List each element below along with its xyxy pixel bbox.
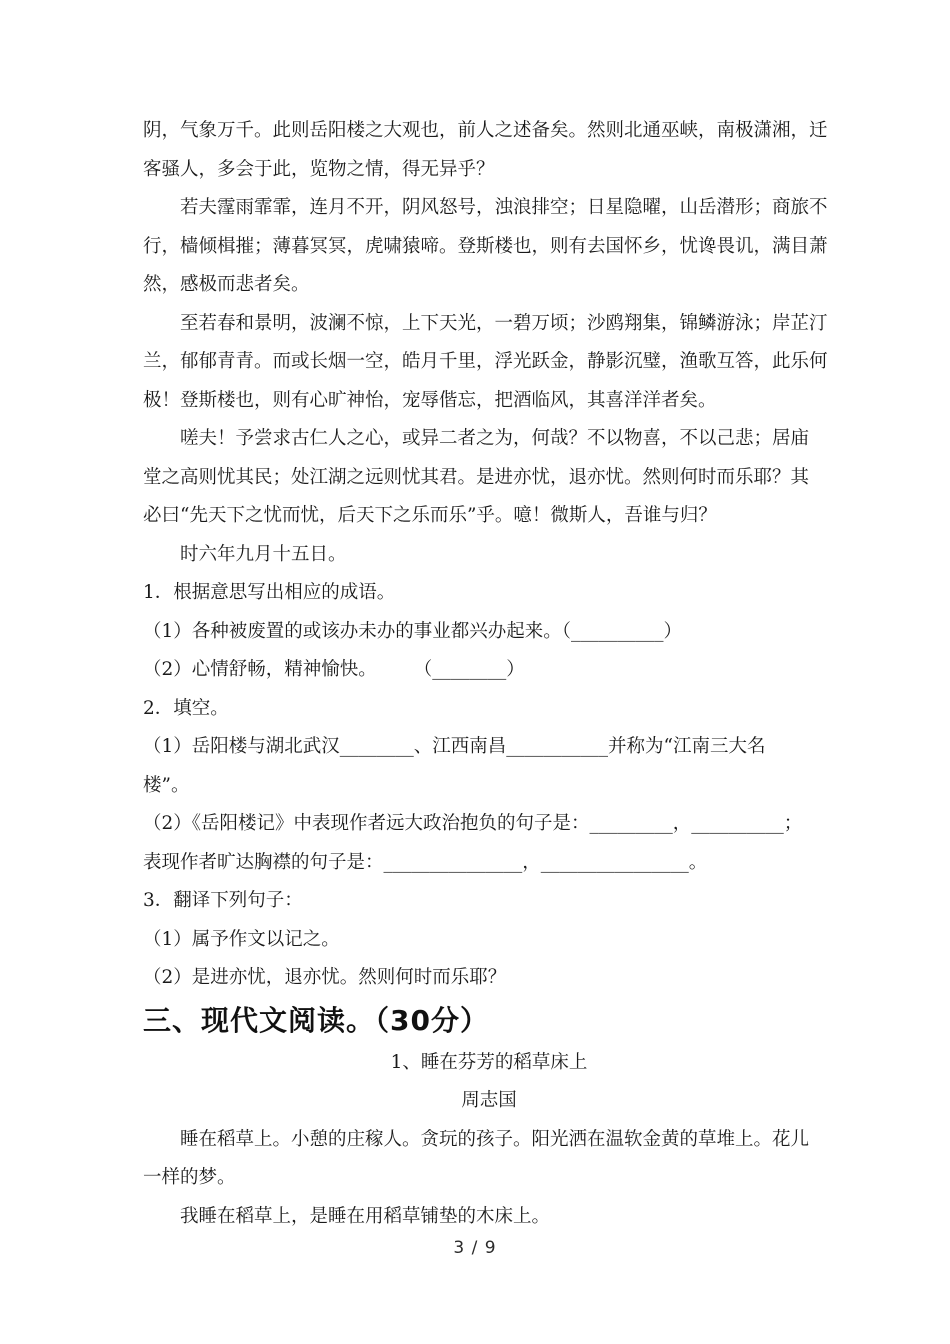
passage-line: 必曰“先天下之忧而忧，后天下之乐而乐”乎。噫！微斯人，吾谁与归？ xyxy=(143,505,717,526)
passage-line: 若夫霪雨霏霏，连月不开，阴风怒号，浊浪排空；日星隐曜，山岳潜形；商旅不 xyxy=(180,197,828,218)
question-line: 2．填空。 xyxy=(143,697,229,719)
passage-line: 时六年九月十五日。 xyxy=(180,543,347,565)
passage-line: 阴，气象万千。此则岳阳楼之大观也，前人之述备矣。然则北通巫峡，南极潇湘，迁 xyxy=(143,120,828,141)
essay-line: 我睡在稻草上，是睡在用稻草铺垫的木床上。 xyxy=(180,1205,551,1227)
page-number: 3 / 9 xyxy=(453,1238,497,1258)
question-line: （1）岳阳楼与湖北武汉________、江西南昌___________并称为“江南三大名 xyxy=(143,736,766,757)
classical-passage xyxy=(143,112,835,574)
essay-author: 周志国 xyxy=(461,1090,517,1111)
question-line: 1．根据意思写出相应的成语。 xyxy=(143,582,396,603)
passage-line: 行，樯倾楫摧；薄暮冥冥，虎啸猿啼。登斯楼也，则有去国怀乡，忧谗畏讥，满目萧 xyxy=(143,235,828,257)
passage-line: 极！登斯楼也，则有心旷神怡，宠辱偕忘，把酒临风，其喜洋洋者矣。 xyxy=(143,389,717,411)
question-line: 楼”。 xyxy=(143,774,190,796)
page-content xyxy=(143,0,835,1236)
question-line: 表现作者旷达胸襟的句子是：_______________，________________。 xyxy=(143,851,708,873)
question-line: （2）《岳阳楼记》中表现作者远大政治抱负的句子是：_________，__________； xyxy=(143,813,803,834)
essay-line: 睡在稻草上。小憩的庄稼人。贪玩的孩子。阳光洒在温软金黄的草堆上。花儿 xyxy=(180,1128,810,1150)
passage-line: 堂之高则忧其民；处江湖之远则忧其君。是进亦忧，退亦忧。然则何时而乐耶？其 xyxy=(143,466,810,488)
essay-body xyxy=(143,1121,835,1237)
passage-line: 兰，郁郁青青。而或长烟一空，皓月千里，浮光跃金，静影沉璧，渔歌互答，此乐何 xyxy=(143,351,828,372)
question-line: （1）各种被废置的或该办未办的事业都兴办起来。（__________） xyxy=(143,620,683,642)
question-line: 3．翻译下列句子： xyxy=(143,890,303,911)
passage-line: 客骚人，多会于此，览物之情，得无异乎？ xyxy=(143,158,495,180)
question-line: （2）心情舒畅，精神愉快。 （________） xyxy=(143,659,525,680)
passage-line: 至若春和景明，波澜不惊，上下天光，一碧万顷；沙鸥翔集，锦鳞游泳；岸芷汀 xyxy=(180,312,828,334)
question-line: （2）是进亦忧，退亦忧。然则何时而乐耶？ xyxy=(143,967,507,988)
passage-line: 然，感极而悲者矣。 xyxy=(143,274,310,295)
question-block xyxy=(143,574,835,998)
section-heading: 三、现代文阅读。（30分） xyxy=(143,1003,489,1037)
passage-line: 嗟夫！予尝求古仁人之心，或异二者之为，何哉？不以物喜，不以己悲；居庙 xyxy=(180,428,810,449)
question-line: （1）属予作文以记之。 xyxy=(143,928,340,950)
essay-title: 1、睡在芬芳的稻草床上 xyxy=(390,1051,588,1073)
essay-line: 一样的梦。 xyxy=(143,1167,236,1188)
